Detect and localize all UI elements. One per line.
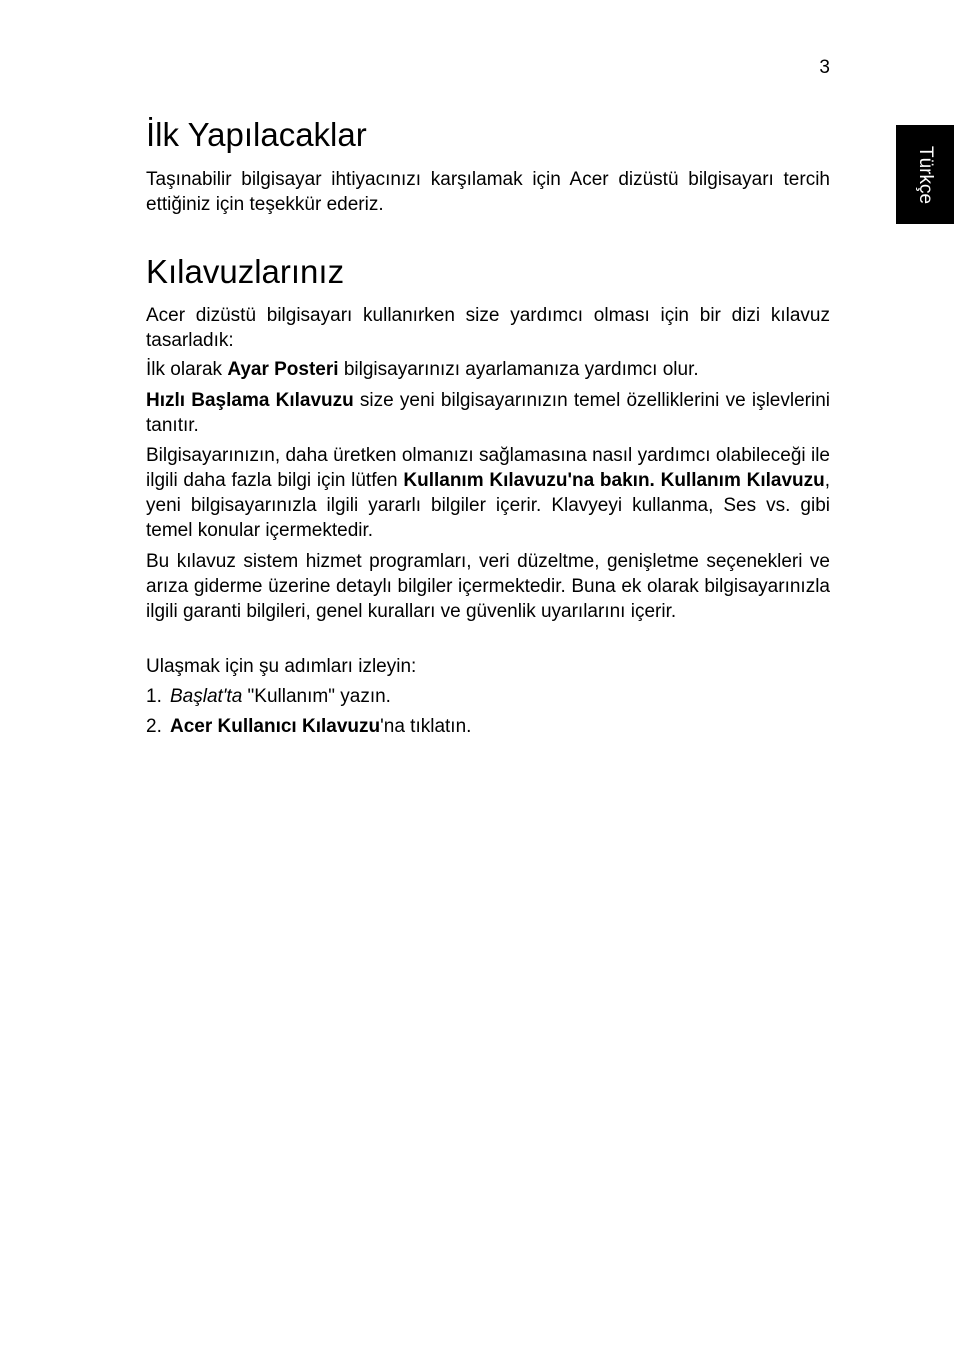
setup-poster-post: bilgisayarınızı ayarlamanıza yardımcı olur. <box>338 359 699 380</box>
setup-poster-name: Ayar Posteri <box>227 359 339 380</box>
language-tab-label: Türkçe <box>915 145 936 204</box>
page-number: 3 <box>819 57 830 78</box>
manual-contents-paragraph: Bu kılavuz sistem hizmet programları, veri düzeltme, genişletme seçenekleri ve arıza giderme üzerine detaylı bilgiler içermektedir. Buna ek olarak bilgisayarınızla ilgili garanti bilgileri, genel kuralları ve güvenlik uyarılarını içerir. <box>146 551 830 622</box>
access-steps-intro: Ulaşmak için şu adımları izleyin: <box>146 656 417 677</box>
user-manual-name: Kullanım Kılavuzu <box>660 470 825 491</box>
guides-intro-paragraph: Acer dizüstü bilgisayarı kullanırken size yardımcı olması için bir dizi kılavuz tasarladık: <box>146 305 830 351</box>
step-text: 'na tıklatın. <box>380 716 472 737</box>
user-manual-pre: Bilgisayarınızın, daha üretken olmanızı sağlamasına nasıl yardımcı olabileceği ile ilgili daha fazla bilgi için lütfen <box>146 445 830 491</box>
user-manual-paragraph <box>146 443 830 543</box>
quick-start-paragraph <box>146 388 830 438</box>
user-manual-ref: Kullanım Kılavuzu'na bakın. <box>403 470 655 491</box>
section-title-guides: Kılavuzlarınız <box>146 253 345 290</box>
user-manual-post: , yeni bilgisayarınızla ilgili yararlı bilgiler içerir. Klavyeyi kullanma, Ses vs. gibi temel konular içermektedir. <box>146 470 830 541</box>
step-number: 2. <box>146 716 162 737</box>
section-title-first-steps: İlk Yapılacaklar <box>146 116 367 153</box>
step-item-2 <box>146 714 830 739</box>
setup-poster-paragraph <box>146 357 830 382</box>
setup-poster-pre: İlk olarak <box>146 359 228 380</box>
acer-user-guide-name: Acer Kullanıcı Kılavuzu <box>170 716 381 737</box>
language-tab <box>896 125 954 224</box>
step-item-1 <box>146 684 830 709</box>
start-menu-term: Başlat'ta <box>170 686 243 707</box>
step-number: 1. <box>146 686 162 707</box>
intro-paragraph: Taşınabilir bilgisayar ihtiyacınızı karşılamak için Acer dizüstü bilgisayarı tercih ettiğiniz için teşekkür ederiz. <box>146 169 830 215</box>
step-text: "Kullanım" yazın. <box>242 686 391 707</box>
quick-start-text: size yeni bilgisayarınızın temel özelliklerini ve işlevlerini tanıtır. <box>146 390 830 436</box>
quick-start-guide-name: Hızlı Başlama Kılavuzu <box>146 390 354 411</box>
